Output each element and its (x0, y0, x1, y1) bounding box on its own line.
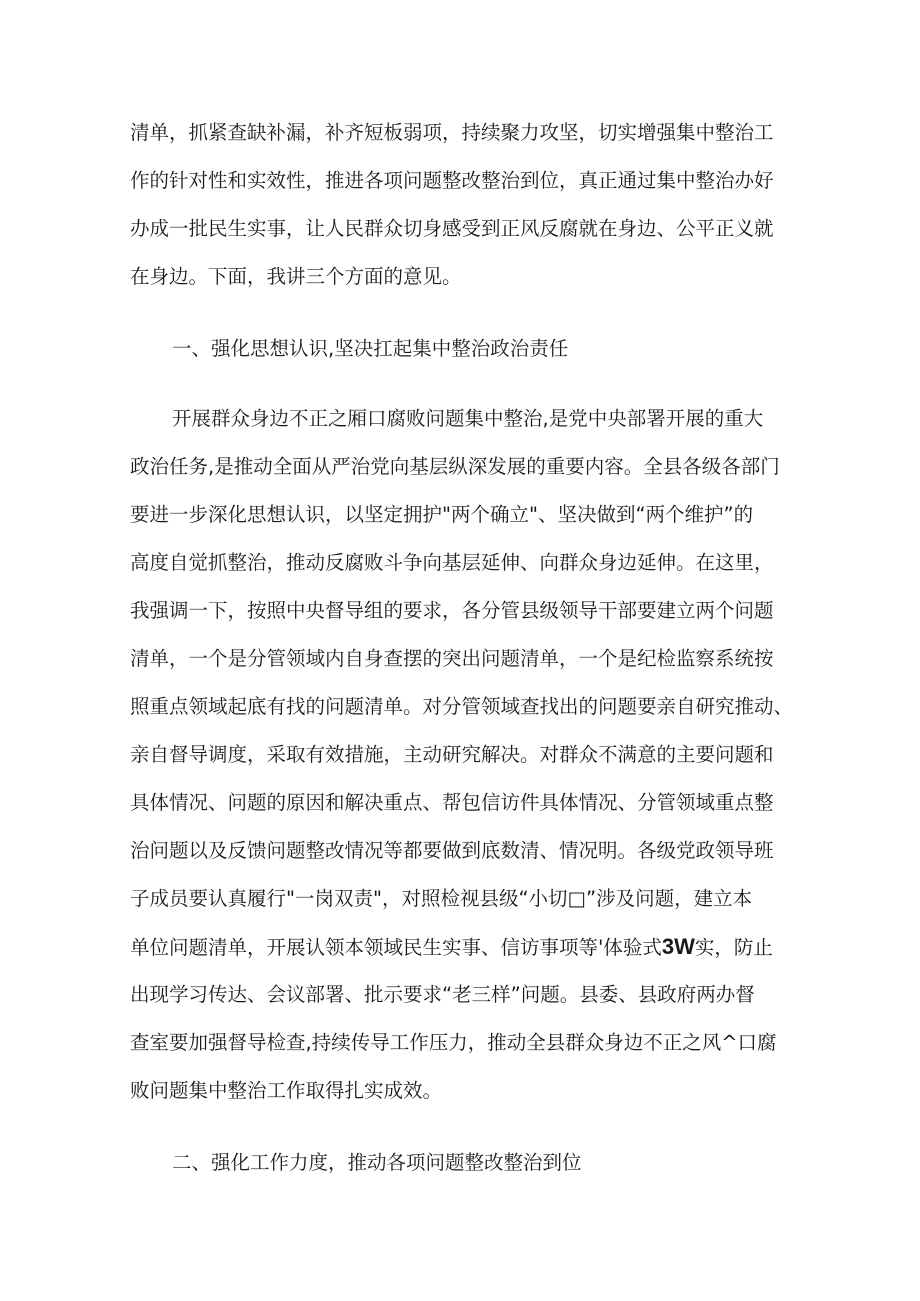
section1-line-11: 子成员要认真履行"一岗双责"，对照检视县级“小切□”涉及问题，建立本 (130, 887, 753, 910)
section1-line-6: 清单，一个是分管领域内自身查摆的突出问题清单，一个是纪检监察系统按 (130, 647, 774, 670)
section-heading-1: 一、强化思想认识,坚决扛起集中整治政治责任 (172, 337, 569, 360)
section1-line-12-before: 单位问题清单，开展认领本领域民生实事、信访事项等'体验式 (130, 936, 662, 959)
section1-line-7: 照重点领域起底有找的问题清单。对分管领域查找出的问题要亲自研究推动、 (130, 695, 794, 718)
section1-line-9: 具体情况、问题的原因和解决重点、帮包信访件具体情况、分管领域重点整 (130, 791, 774, 814)
section-heading-2: 二、强化工作力度，推动各项问题整改整治到位 (172, 1151, 582, 1174)
section1-line-3: 要进一步深化思想认识，以坚定拥护"两个确立"、坚决做到“两个维护”的 (130, 503, 754, 526)
intro-line-4: 在身边。下面，我讲三个方面的意见。 (130, 265, 462, 288)
section1-line-5: 我强调一下，按照中央督导组的要求，各分管县级领导干部要建立两个问题 (130, 599, 774, 622)
section1-line-15: 败问题集中整治工作取得扎实成效。 (130, 1079, 443, 1102)
section1-line-12-after: 实，防止 (694, 936, 773, 959)
intro-line-1: 清单，抓紧查缺补漏，补齐短板弱项，持续聚力攻坚，切实增强集中整治工 (130, 121, 774, 144)
section1-line-4: 高度自觉抓整治，推动反腐败斗争向基层延伸、向群众身边延伸。在这里， (130, 551, 774, 574)
intro-line-3: 办成一批民生实事，让人民群众切身感受到正风反腐就在身边、公平正义就 (130, 217, 774, 240)
section1-line-2: 政治任务,是推动全面从严治党向基层纵深发展的重要内容。全县各级各部门 (130, 455, 780, 478)
section1-line-12-bold: 3W (661, 934, 695, 959)
section1-line-13: 出现学习传达、会议部署、批示要求“老三样”问题。县委、县政府两办督 (130, 983, 755, 1006)
section1-line-10: 治问题以及反馈问题整改情况等都要做到底数清、情况明。各级党政领导班 (130, 839, 774, 862)
intro-line-2: 作的针对性和实效性，推进各项问题整改整治到位，真正通过集中整治办好 (130, 169, 774, 192)
section1-line-12 (130, 932, 790, 963)
section1-line-8: 亲自督导调度，采取有效措施，主动研究解决。对群众不满意的主要问题和 (130, 743, 774, 766)
section1-line-14: 查室要加强督导检查,持续传导工作压力，推动全县群众身边不正之风^口腐 (130, 1031, 777, 1054)
section1-line-1: 开展群众身边不正之厢口腐败问题集中整治,是党中央部署开展的重大 (172, 407, 764, 430)
